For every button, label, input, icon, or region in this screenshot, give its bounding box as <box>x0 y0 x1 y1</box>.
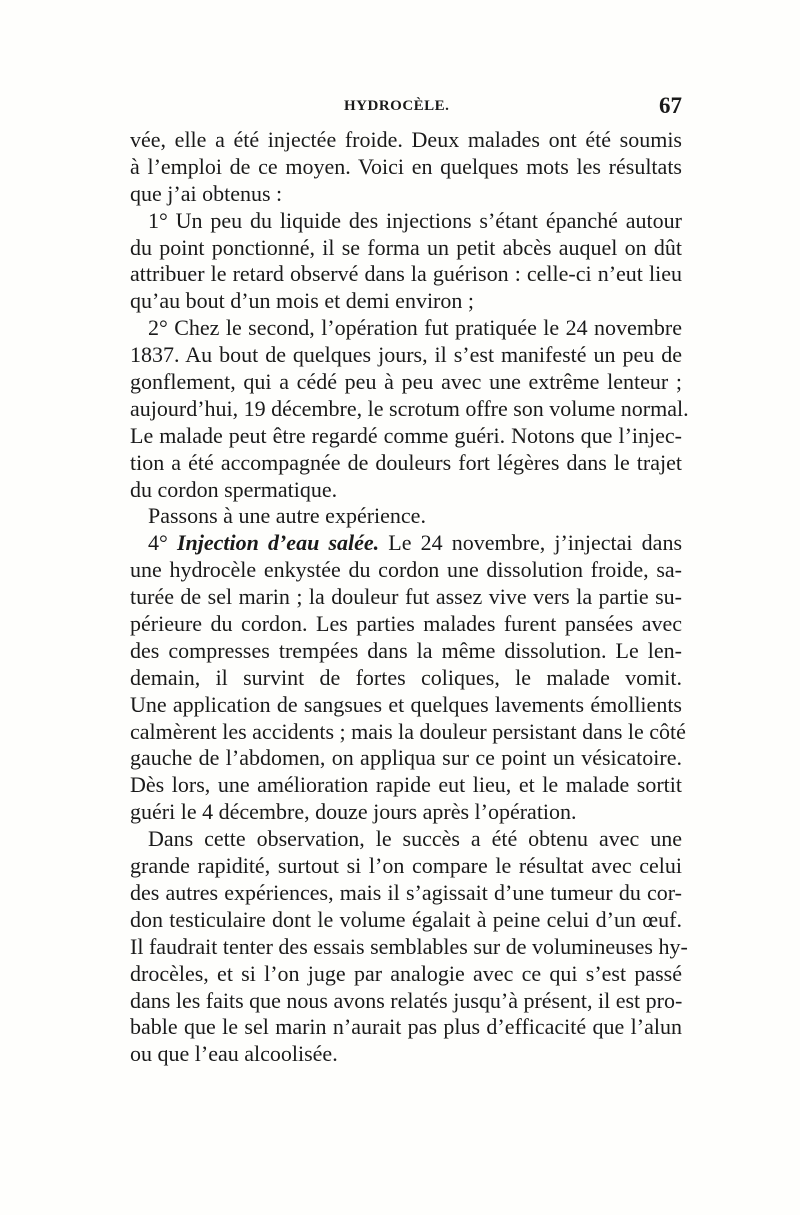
text-line: Une application de sangsues et quelques lavements émollients <box>130 691 682 717</box>
section-title: Injection d’eau salée. <box>176 530 380 556</box>
section-text: Le 24 novembre, j’injectai dans <box>388 530 683 556</box>
text-line: 2° Chez le second, l’opération fut pratiquée le 24 novembre <box>148 315 682 341</box>
text-line: drocèles, et si l’on juge par analogie avec ce qui s’est passé <box>130 960 682 986</box>
text-line: du point ponctionné, il se forma un petit abcès auquel on dût <box>130 234 682 260</box>
text-line: tion a été accompagnée de douleurs fort légères dans le trajet <box>130 449 682 475</box>
text-line: qu’au bout d’un mois et demi environ ; <box>130 288 474 314</box>
text-line: don testiculaire dont le volume égalait à peine celui d’un œuf. <box>130 906 682 932</box>
text-line: turée de sel marin ; la douleur fut assez vive vers la partie su- <box>130 584 682 610</box>
text-line: des compresses trempées dans la même dissolution. Le len- <box>130 637 682 663</box>
text-line: vée, elle a été injectée froide. Deux malades ont été soumis <box>130 127 682 152</box>
text-line-section-4 <box>130 530 682 557</box>
text-line: aujourd’hui, 19 décembre, le scrotum offre son volume normal. <box>130 395 689 421</box>
text-line: 1° Un peu du liquide des injections s’étant épanché autour <box>148 207 682 233</box>
text-line: Dès lors, une amélioration rapide eut lieu, et le malade sortit <box>130 772 682 798</box>
text-line: que j’ai obtenus : <box>130 180 283 206</box>
section-number: 4° <box>148 530 168 556</box>
text-line: des autres expériences, mais il s’agissait d’une tumeur du cor- <box>130 879 682 905</box>
text-line: Il faudrait tenter des essais semblables sur de volumineuses hy- <box>130 933 688 959</box>
text-line: calmèrent les accidents ; mais la douleur persistant dans le côté <box>130 718 686 744</box>
text-line: gonflement, qui a cédé peu à peu avec une extrême lenteur ; <box>130 369 682 395</box>
text-line: dans les faits que nous avons relatés jusqu’à présent, il est pro- <box>130 987 683 1013</box>
text-line: bable que le sel marin n’aurait pas plus d’efficacité que l’alun <box>130 1014 682 1040</box>
text-line: 1837. Au bout de quelques jours, il s’est manifesté un peu de <box>130 342 682 368</box>
text-line: ou que l’eau alcoolisée. <box>130 1041 338 1067</box>
page-number: 67 <box>659 93 682 118</box>
text-line: Passons à une autre expérience. <box>148 503 426 529</box>
text-line: Le malade peut être regardé comme guéri. Notons que l’injec- <box>130 422 682 448</box>
running-head <box>130 93 682 120</box>
running-title: HYDROCÈLE. <box>344 98 450 114</box>
text-line: une hydrocèle enkystée du cordon une dissolution froide, sa- <box>130 557 682 583</box>
text-line: périeure du cordon. Les parties malades furent pansées avec <box>130 611 682 637</box>
text-line: gauche de l’abdomen, on appliqua sur ce point un vésicatoire. <box>130 745 682 771</box>
text-line: du cordon spermatique. <box>130 476 338 502</box>
text-line: Dans cette observation, le succès a été obtenu avec une <box>148 826 682 852</box>
text-line: grande rapidité, surtout si l’on compare le résultat avec celui <box>130 853 682 879</box>
text-line: demain, il survint de fortes coliques, le malade vomit. <box>130 664 682 690</box>
text-line: guéri le 4 décembre, douze jours après l’opération. <box>130 799 577 825</box>
text-line: attribuer le retard observé dans la guérison : celle-ci n’eut lieu <box>130 261 682 287</box>
body-text <box>130 127 689 1068</box>
text-line: à l’emploi de ce moyen. Voici en quelques mots les résultats <box>130 153 682 179</box>
